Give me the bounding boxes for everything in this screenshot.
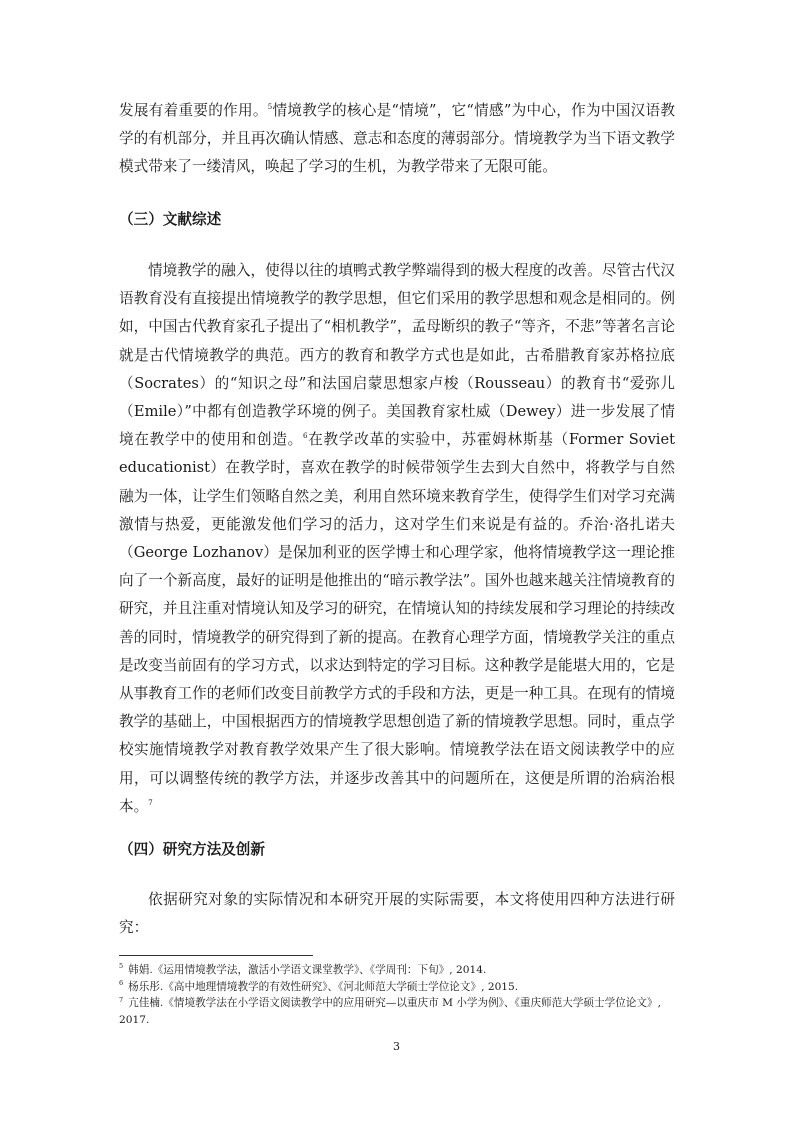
footnote-text: 韩娟.《运用情境教学法，激活小学语文课堂教学》、《学周刊：下旬》, 2014.: [128, 964, 487, 976]
paragraph-text: 情境教学的核心是“情境”，它“情感”为中心，作为中国汉语教学的有机部分，并且再次确认情感、意志和态度的薄弱部分。情境教学为当下语文教学模式带来了一缕清风，唤起了学习的生机，为教学带来了无限可能。: [119, 102, 675, 176]
footnote-number: 6: [119, 979, 124, 988]
footnote-number: 7: [119, 995, 124, 1004]
paragraph-methods-intro: 依据研究对象的实际情况和本研究开展的实际需要，本文将使用四种方法进行研究：: [119, 891, 675, 937]
footnote-text: 杨乐彤.《高中地理情境教学的有效性研究》、《河北师范大学硕士学位论文》, 2015.: [128, 980, 519, 993]
footnote-6: [119, 979, 675, 996]
footnote-ref-7[interactable]: 7: [148, 799, 153, 807]
footnote-ref-6[interactable]: 6: [303, 432, 308, 441]
paragraph-text: 情境教学的融入，使得以往的填鸭式教学弊端得到的极大程度的改善。尽管古代汉语教育没有直接提出情境教学的教学思想，但它们采用的教学思想和观念是相同的。例如，中国古代教育家孔子提出了“相机教学”，孟母断织的教子“等齐，不悲”等著名言论就是古代情境教学的典范。西方的教育和教学方式也是如此，古希腊教育家苏格拉底（Socrates）的“知识之母”和法国启蒙思想家卢梭（Rousseau）的教育书“爱弥儿（Emile）”中都有创造教学环境的例子。美国教育家杜威（Dewey）进一步发展了情境在教学中的使用和创造。: [119, 262, 675, 449]
paragraph-literature-review: [119, 257, 675, 821]
paragraph-text: 在教学改革的实验中，苏霍姆林斯基（Former Soviet educationist）在教学时，喜欢在教学的时候带领学生去到大自然中，将教学与自然融为一体，让学生们领略自然之美，利用自然环境来教育学生，使得学生们对学习充满激情与热爱，更能激发他们学习的活力，这对学生们来说是有益的。乔治·洛扎诺夫（George Lozhanov）是保加利亚的医学博士和心理学家，他将情境教学这一理论推向了一个新高度，最好的证明是他推出的“暗示教学法”。国外也越来越关注情境教育的研究，并且注重对情境认知及学习的研究，在情境认知的持续发展和学习理论的持续改善的同时，情境教学的研究得到了新的提高。在教育心理学方面，情境教学关注的重点是改变当前固有的学习方式，以求达到特定的学习目标。这种教学是能堪大用的，它是从事教育工作的老师们改变目前教学方式的手段和方法，更是一种工具。在现有的情境教学的基础上，中国根据西方的情境教学思想创造了新的情境教学思想。同时，重点学校实施情境教学对教育教学效果产生了很大影响。情境教学法在语文阅读教学中的应用，可以调整传统的教学方法，并逐步改善其中的问题所在，这便是所谓的治病治根本。: [119, 431, 675, 815]
section-heading-research-methods: （四）研究方法及创新: [119, 841, 265, 858]
footnote-text: 亢佳楠.《情境教学法在小学语文阅读教学中的应用研究—以重庆市 M 小学为例》、《重庆师范大学硕士学位论文》, 2017.: [119, 997, 661, 1026]
footnote-number: 5: [119, 962, 124, 971]
page-number: 3: [393, 1040, 400, 1053]
footnotes: [119, 962, 675, 1028]
footnote-separator: [119, 955, 313, 956]
paragraph-intro: [119, 97, 675, 182]
paragraph-text: 发展有着重要的作用。: [119, 102, 268, 119]
footnote-5: [119, 962, 675, 979]
footnote-ref-5[interactable]: 5: [267, 103, 273, 112]
section-heading-literature-review: （三）文献综述: [119, 211, 222, 228]
footnote-7: [119, 995, 675, 1028]
